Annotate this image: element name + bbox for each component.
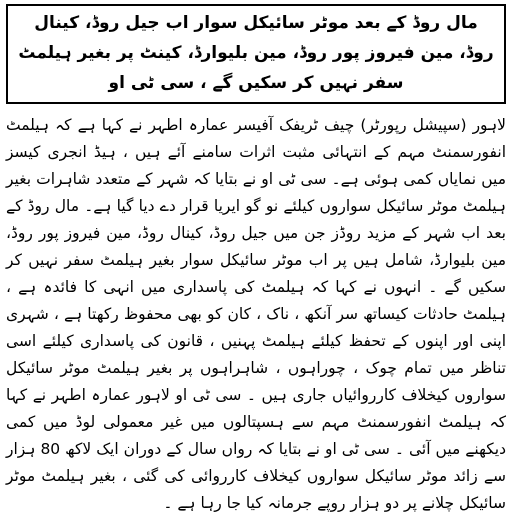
article-body: لاہور (سپیشل رپورٹر) چیف ٹریفک آفیسر عمارہ اطہر نے کہا ہے کہ ہیلمٹ انفورسمنٹ مہم کے انتہائی مثبت اثرات سامنے آئے ہیں ، ہیڈ انجری کیسز میں نمایاں کمی ہوئی ہے۔ سی ٹی او نے بتایا کہ شہر کے متعدد شاہرات بغیر ہیلمٹ موٹر سائیکل سواروں کیلئے نو گو ایریا قرار دے دیا گیا ہے۔ مال روڈ کے بعد اب شہر کے مزید روڈز جن میں جیل روڈ، کینال روڈ، مین فیروز پور روڈ، مین بلیوارڈ، شامل ہیں پر اب موٹر سائیکل سوار بغیر ہیلمٹ سفر نہیں کر سکیں گے ۔ انہوں نے کہا کہ ہیلمٹ کی پاسداری میں انہی کا فائدہ ہے ، ہیلمٹ حادثات کیساتھ سر آنکھ ، ناک ، کان کو بھی محفوظ رکھتا ہے ، شہری اپنی اور اپنوں کے تحفظ کیلئے ہیلمٹ پہنیں ، قانون کی پاسداری کیلئے اسی تناظر میں تمام چوک ، چوراہوں ، شاہراہوں پر بغیر ہیلمٹ موٹر سائیکل سواروں کیخلاف کارروائیاں جاری ہیں ۔ سی ٹی او لاہور عمارہ اطہر نے کہا کہ ہیلمٹ انفورسمنٹ مہم سے ہسپتالوں میں غیر معمولی لوڈ میں کمی دیکھنے میں آئی ۔ سی ٹی او نے بتایا کہ رواں سال کے دوران ایک لاکھ 80 ہزار سے زائد موٹر سائیکل سواروں کیخلاف کارروائی کی گئی ، بغیر ہیلمٹ موٹر سائیکل چلانے پر دو ہزار روپے جرمانہ کیا جا رہا ہے ۔ bbox=[6, 116, 506, 512]
news-article bbox=[6, 4, 506, 517]
headline-box bbox=[6, 4, 506, 104]
headline-text: مال روڈ کے بعد موٹر سائیکل سوار اب جیل روڈ، کینال روڈ، مین فیروز پور روڈ، مین بلیوارڈ، کینٹ پر بغیر ہیلمٹ سفر نہیں کر سکیں گے ، سی ٹی او bbox=[18, 13, 494, 93]
